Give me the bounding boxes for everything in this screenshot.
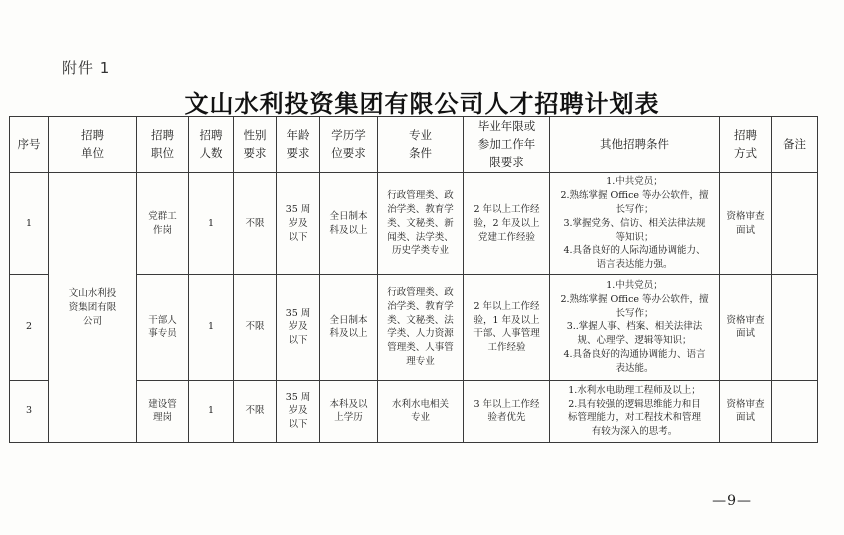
cell-education: 全日制本 科及以上 (320, 274, 378, 380)
cell-method: 资格审查 面试 (720, 173, 772, 274)
cell-other-conditions: 1.中共党员； 2.熟练掌握 Office 等办公软件，擅 长写作； 3..掌握人事、档案、相关法律法 规、心理学、逻辑等知识； 4.具备良好的沟通协调能力、语言 表达能。 (550, 274, 720, 380)
header-row (10, 117, 818, 173)
cell-method: 资格审查 面试 (720, 274, 772, 380)
cell-experience: 3 年以上工作经 验者优先 (464, 380, 550, 442)
cell-no: 2 (10, 274, 49, 380)
header-unit: 招聘 单位 (49, 117, 137, 173)
cell-age: 35 周 岁及 以下 (277, 380, 320, 442)
page-number: —9— (712, 493, 752, 509)
cell-age: 35 周 岁及 以下 (277, 173, 320, 274)
cell-gender: 不限 (234, 173, 277, 274)
header-experience: 毕业年限或 参加工作年 限要求 (464, 117, 550, 173)
header-age: 年龄 要求 (277, 117, 320, 173)
cell-remark (772, 380, 818, 442)
cell-major: 行政管理类、政 治学类、教育学 类、文秘类、法 学类、人力资源 管理类、人事管 理专业 (378, 274, 464, 380)
cell-method: 资格审查 面试 (720, 380, 772, 442)
cell-no: 1 (10, 173, 49, 274)
cell-gender: 不限 (234, 380, 277, 442)
cell-age: 35 周 岁及 以下 (277, 274, 320, 380)
cell-unit: 文山水利投 资集团有限 公司 (49, 173, 137, 442)
cell-position: 党群工 作岗 (137, 173, 189, 274)
header-position: 招聘 职位 (137, 117, 189, 173)
header-other: 其他招聘条件 (550, 117, 720, 173)
cell-no: 3 (10, 380, 49, 442)
cell-remark (772, 274, 818, 380)
cell-count: 1 (189, 173, 234, 274)
document-title: 文山水利投资集团有限公司人才招聘计划表 (184, 89, 660, 118)
cell-position: 建设管 理岗 (137, 380, 189, 442)
cell-education: 全日制本 科及以上 (320, 173, 378, 274)
recruitment-plan-table (9, 116, 818, 443)
header-gender: 性别 要求 (234, 117, 277, 173)
cell-remark (772, 173, 818, 274)
attachment-label: 附件 1 (62, 59, 111, 77)
header-remark: 备注 (772, 117, 818, 173)
table-row (10, 173, 818, 274)
cell-experience: 2 年以上工作经 验，2 年及以上 党建工作经验 (464, 173, 550, 274)
cell-experience: 2 年以上工作经 验，1 年及以上 干部、人事管理 工作经验 (464, 274, 550, 380)
header-no: 序号 (10, 117, 49, 173)
cell-education: 本科及以 上学历 (320, 380, 378, 442)
cell-count: 1 (189, 274, 234, 380)
cell-major: 水利水电相关 专业 (378, 380, 464, 442)
cell-other-conditions: 1.中共党员； 2.熟练掌握 Office 等办公软件，擅 长写作； 3.掌握党务、信访、相关法律法规 等知识； 4.具备良好的人际沟通协调能力、 语言表达能力强。 (550, 173, 720, 274)
cell-position: 干部人 事专员 (137, 274, 189, 380)
header-method: 招聘 方式 (720, 117, 772, 173)
header-count: 招聘 人数 (189, 117, 234, 173)
cell-count: 1 (189, 380, 234, 442)
cell-other-conditions: 1.水利水电助理工程师及以上； 2.具有较强的逻辑思维能力和目 标管理能力，对工程技术和管理 有较为深入的思考。 (550, 380, 720, 442)
header-education: 学历学 位要求 (320, 117, 378, 173)
cell-major: 行政管理类、政 治学类、教育学 类、文秘类、新 闻类、法学类、 历史学类专业 (378, 173, 464, 274)
cell-gender: 不限 (234, 274, 277, 380)
header-major: 专业 条件 (378, 117, 464, 173)
